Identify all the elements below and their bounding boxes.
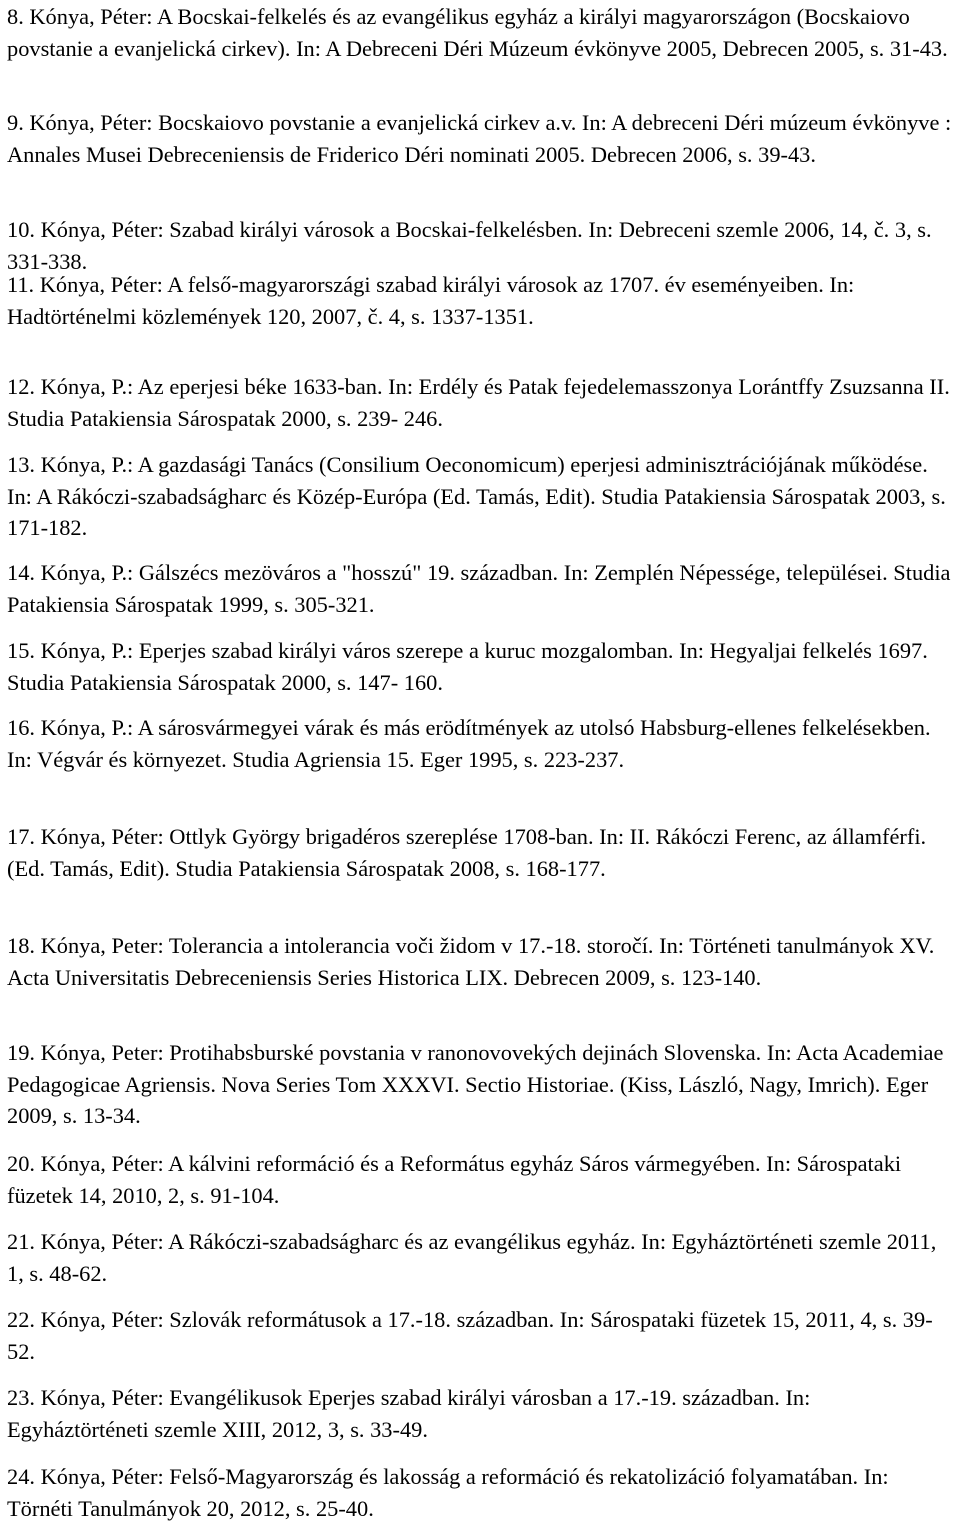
bibliography-entry-10: 10. Kónya, Péter: Szabad királyi városok a Bocskai-felkelésben. In: Debreceni szemle 2006, 14, č. 3, s. 331-338. [7,217,932,274]
bibliography-entry-18: 18. Kónya, Peter: Tolerancia a intolerancia voči židom v 17.-18. storočí. In: Történeti tanulmányok XV. Acta Universitatis Debreceniensis Series Historica LIX. Debrecen 2009, s. 123-140. [7,933,935,990]
bibliography-entry-23: 23. Kónya, Péter: Evangélikusok Eperjes szabad királyi városban a 17.-19. században. In: Egyháztörténeti szemle XIII, 2012, 3, s. 33-49. [7,1385,811,1442]
bibliography-entry-12: 12. Kónya, P.: Az eperjesi béke 1633-ban. In: Erdély és Patak fejedelemasszonya Lorántffy Zsuzsanna II. Studia Patakiensia Sárospatak 2000, s. 239- 246. [7,374,950,431]
bibliography-entry-13: 13. Kónya, P.: A gazdasági Tanács (Consilium Oeconomicum) eperjesi adminisztrációjának működése. In: A Rákóczi-szabadságharc és Közép-Európa (Ed. Tamás, Edit). Studia Patakiensia Sárospatak 2003, s. 171-182. [7,452,946,541]
bibliography-entry-14: 14. Kónya, P.: Gálszécs mezöváros a "hosszú" 19. században. In: Zemplén Népessége, települései. Studia Patakiensia Sárospatak 1999, s. 305-321. [7,560,951,617]
bibliography-entry-21: 21. Kónya, Péter: A Rákóczi-szabadságharc és az evangélikus egyház. In: Egyháztörténeti szemle 2011, 1, s. 48-62. [7,1229,937,1286]
bibliography-entry-15: 15. Kónya, P.: Eperjes szabad királyi város szerepe a kuruc mozgalomban. In: Hegyaljai felkelés 1697. Studia Patakiensia Sárospatak 2000, s. 147- 160. [7,638,928,695]
bibliography-entry-9: 9. Kónya, Péter: Bocskaiovo povstanie a evanjelická cirkev a.v. In: A debreceni Déri múzeum évkönyve : Annales Musei Debreceniensis de Friderico Déri nominati 2005. Debrecen 2006, s. 39-43. [7,110,952,167]
bibliography-entry-11: 11. Kónya, Péter: A felső-magyarországi szabad királyi városok az 1707. év eseményeiben. In: Hadtörténelmi közlemények 120, 2007, č. 4, s. 1337-1351. [7,272,855,329]
bibliography-entry-19: 19. Kónya, Peter: Protihabsburské povstania v ranonovovekých dejinách Slovenska. In: Acta Academiae Pedagogicae Agriensis. Nova Series Tom XXXVI. Sectio Historiae. (Kiss, László, Nagy, Imrich). Eger 2009, s. 13-34. [7,1040,944,1129]
bibliography-entry-20: 20. Kónya, Péter: A kálvini reformáció és a Református egyház Sáros vármegyében. In: Sárospataki füzetek 14, 2010, 2, s. 91-104. [7,1151,902,1208]
bibliography-entry-8: 8. Kónya, Péter: A Bocskai-felkelés és az evangélikus egyház a királyi magyarországon (Bocskaiovo povstanie a evanjelická cirkev). In: A Debreceni Déri Múzeum évkönyve 2005, Debrecen 2005, s. 31-43. [7,4,948,61]
bibliography-entry-17: 17. Kónya, Péter: Ottlyk György brigadéros szereplése 1708-ban. In: II. Rákóczi Ferenc, az államférfi. (Ed. Tamás, Edit). Studia Patakiensia Sárospatak 2008, s. 168-177. [7,824,927,881]
bibliography-entry-16: 16. Kónya, P.: A sárosvármegyei várak és más erödítmények az utolsó Habsburg-ellenes felkelésekben. In: Végvár és környezet. Studia Agriensia 15. Eger 1995, s. 223-237. [7,715,931,772]
bibliography-entry-22: 22. Kónya, Péter: Szlovák reformátusok a 17.-18. században. In: Sárospataki füzetek 15, 2011, 4, s. 39-52. [7,1307,933,1364]
bibliography-entry-24: 24. Kónya, Péter: Felső-Magyarország és lakosság a reformáció és rekatolizáció folyamatában. In: Törnéti Tanulmányok 20, 2012, s. 25-40. [7,1464,889,1521]
